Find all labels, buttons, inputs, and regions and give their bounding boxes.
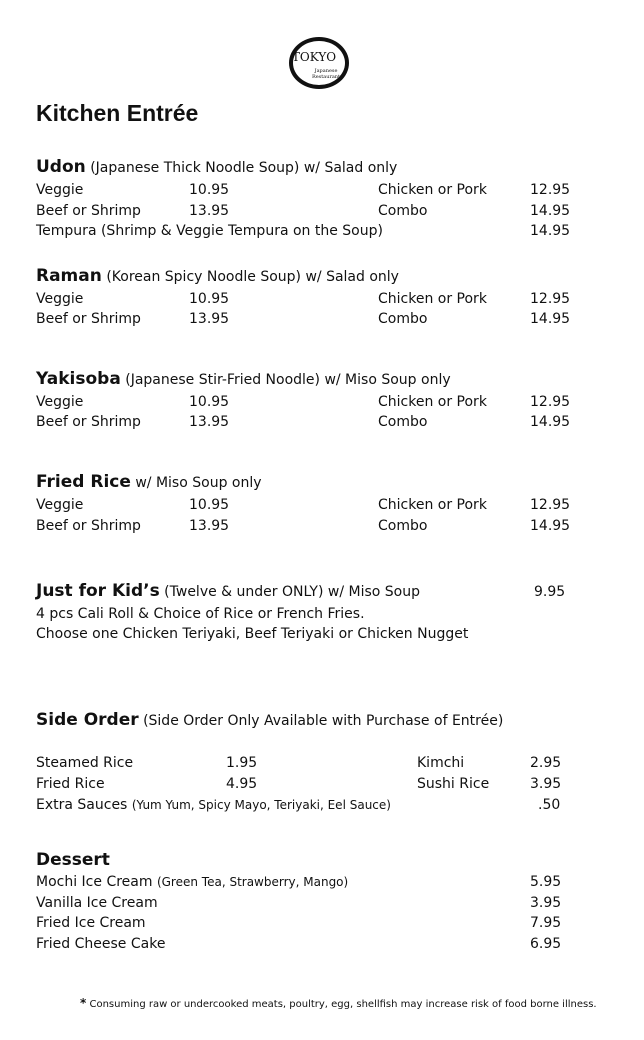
section-name: Raman <box>36 266 102 286</box>
section-desc: (Side Order Only Available with Purchase of Entrée) <box>143 713 504 729</box>
logo-subtitle <box>301 68 351 80</box>
section-desc: (Korean Spicy Noodle Soup) w/ Salad only <box>106 269 399 285</box>
section-udon-heading <box>36 157 397 177</box>
item-name: Chicken or Pork <box>378 291 487 307</box>
item-price: 12.95 <box>530 394 571 410</box>
item-name: Combo <box>378 311 428 327</box>
item-name: Chicken or Pork <box>378 182 487 198</box>
item-price: 1.95 <box>226 755 258 771</box>
section-name: Just for Kid’s <box>36 581 160 601</box>
item-name: Tempura (Shrimp & Veggie Tempura on the Soup) <box>36 223 383 239</box>
item-name: Fried Rice <box>36 776 105 792</box>
item-name: Combo <box>378 518 428 534</box>
item-name: Combo <box>378 203 428 219</box>
item-name: Veggie <box>36 291 84 307</box>
item-price: 7.95 <box>530 915 562 931</box>
item-name: Kimchi <box>417 755 465 771</box>
item-description: Choose one Chicken Teriyaki, Beef Teriyaki or Chicken Nugget <box>36 626 469 642</box>
item-price: 13.95 <box>189 311 230 327</box>
logo-sub2: Restaurant <box>311 74 341 80</box>
item-label: Mochi Ice Cream <box>36 874 153 890</box>
section-dessert-heading <box>36 850 110 870</box>
item-note: (Yum Yum, Spicy Mayo, Teriyaki, Eel Sauce) <box>131 798 391 812</box>
section-name: Fried Rice <box>36 472 131 492</box>
section-desc: (Japanese Thick Noodle Soup) w/ Salad only <box>90 160 398 176</box>
item-name: Fried Ice Cream <box>36 915 146 931</box>
item-name <box>36 797 391 813</box>
item-name: Beef or Shrimp <box>36 414 141 430</box>
section-name: Yakisoba <box>36 369 121 389</box>
section-desc: w/ Miso Soup only <box>135 475 262 491</box>
item-price: 5.95 <box>530 874 562 890</box>
item-name: Fried Cheese Cake <box>36 936 166 952</box>
logo-name: TOKYO <box>291 50 337 64</box>
item-price: 12.95 <box>530 291 571 307</box>
section-name: Udon <box>36 157 86 177</box>
item-price: 13.95 <box>189 414 230 430</box>
item-name: Veggie <box>36 497 84 513</box>
item-price: 14.95 <box>530 311 571 327</box>
item-price: 10.95 <box>189 182 230 198</box>
item-price: .50 <box>538 797 561 813</box>
item-name: Beef or Shrimp <box>36 518 141 534</box>
item-name: Steamed Rice <box>36 755 134 771</box>
item-price: 14.95 <box>530 518 571 534</box>
section-fried-rice-heading <box>36 472 262 492</box>
section-yakisoba-heading <box>36 369 451 389</box>
item-price: 12.95 <box>530 497 571 513</box>
item-name: Sushi Rice <box>417 776 490 792</box>
section-desc: (Japanese Stir-Fried Noodle) w/ Miso Soup only <box>125 372 451 388</box>
item-name: Beef or Shrimp <box>36 203 141 219</box>
restaurant-logo <box>283 37 353 89</box>
item-label: Extra Sauces <box>36 797 128 813</box>
asterisk-icon: * <box>80 996 87 1010</box>
item-name: Chicken or Pork <box>378 394 487 410</box>
item-price: 10.95 <box>189 394 230 410</box>
item-price: 2.95 <box>530 755 562 771</box>
footer-text: Consuming raw or undercooked meats, poultry, egg, shellfish may increase risk of food borne illness. <box>89 999 597 1010</box>
item-price: 12.95 <box>530 182 571 198</box>
item-description: 4 pcs Cali Roll & Choice of Rice or French Fries. <box>36 606 365 622</box>
item-price: 9.95 <box>534 584 566 600</box>
item-name: Chicken or Pork <box>378 497 487 513</box>
item-name: Beef or Shrimp <box>36 311 141 327</box>
item-name: Vanilla Ice Cream <box>36 895 158 911</box>
page-title: Kitchen Entrée <box>36 100 199 126</box>
item-price: 6.95 <box>530 936 562 952</box>
item-name <box>36 874 348 890</box>
section-name: Dessert <box>36 850 110 870</box>
item-price: 14.95 <box>530 223 571 239</box>
section-name: Side Order <box>36 710 139 730</box>
item-price: 3.95 <box>530 776 562 792</box>
item-price: 3.95 <box>530 895 562 911</box>
item-note: (Green Tea, Strawberry, Mango) <box>156 875 349 889</box>
section-desc: (Twelve & under ONLY) w/ Miso Soup <box>164 584 420 600</box>
item-price: 4.95 <box>226 776 258 792</box>
item-price: 10.95 <box>189 497 230 513</box>
item-price: 14.95 <box>530 414 571 430</box>
section-side-order-heading <box>36 710 503 730</box>
item-price: 10.95 <box>189 291 230 307</box>
item-price: 13.95 <box>189 518 230 534</box>
section-raman-heading <box>36 266 399 286</box>
item-price: 13.95 <box>189 203 230 219</box>
item-price: 14.95 <box>530 203 571 219</box>
item-name: Veggie <box>36 394 84 410</box>
item-name: Combo <box>378 414 428 430</box>
footer-disclaimer <box>80 996 597 1010</box>
section-kids-heading <box>36 581 420 601</box>
logo-sub1: Japanese <box>314 68 338 74</box>
item-name: Veggie <box>36 182 84 198</box>
